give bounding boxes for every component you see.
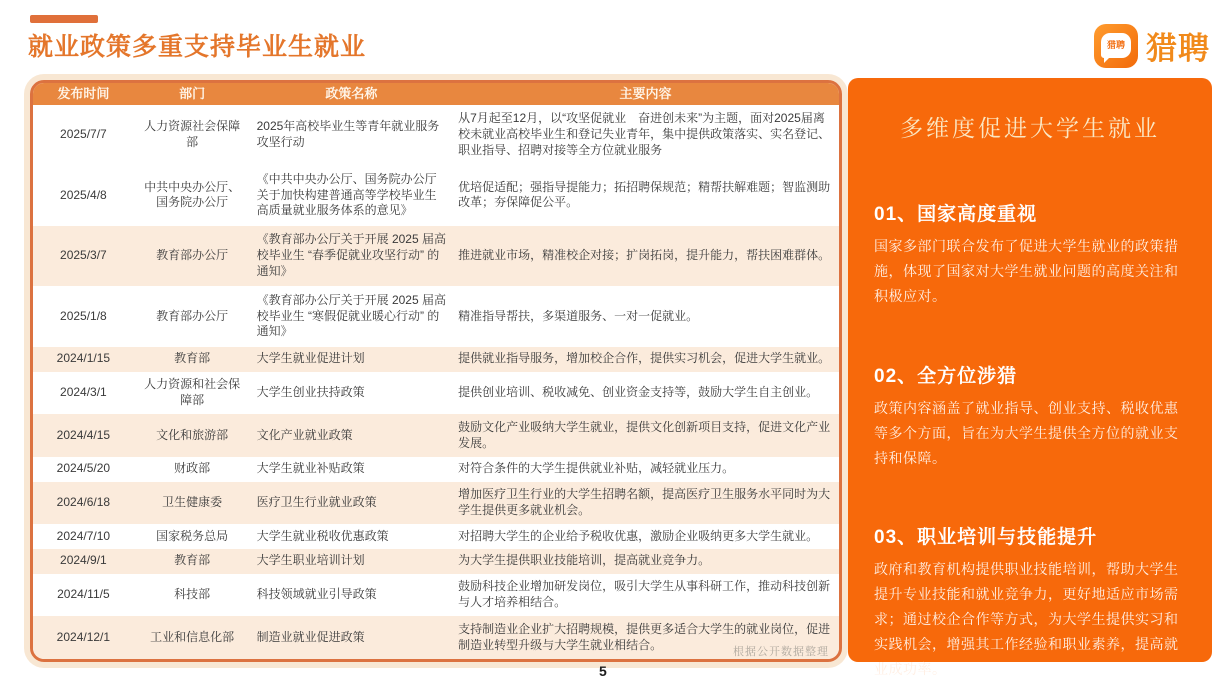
section-01-heading: 01、国家高度重视 xyxy=(874,204,1038,225)
header-cell-policy: 政策名称 xyxy=(251,83,453,105)
cell-policy: 大学生就业促进计划 xyxy=(256,351,365,366)
cell-date: 2024/11/5 xyxy=(57,587,110,602)
cell-policy: 医疗卫生行业就业政策 xyxy=(256,494,377,509)
cell-content: 鼓励科技企业增加研发岗位，吸引大学生从事科研工作，推动科技创新与人才培养相结合。 xyxy=(458,579,831,609)
section-02-heading: 02、全方位涉猎 xyxy=(874,365,1018,387)
cell-dept: 人力资源社会保障部 xyxy=(144,119,241,149)
table-row xyxy=(33,457,839,482)
cell-content: 为大学生提供职业技能培训，提高就业竞争力。 xyxy=(458,553,711,568)
table-row xyxy=(33,226,839,287)
header-cell-content: 主要内容 xyxy=(452,83,839,105)
cell-date: 2024/4/15 xyxy=(56,427,111,442)
header-cell-date: 发布时间 xyxy=(33,83,134,105)
page-number: 5 xyxy=(599,663,607,679)
cell-date: 2025/1/8 xyxy=(60,308,107,323)
cell-content: 推进就业市场，精准校企对接；扩岗拓岗，提升能力，帮扶困难群体。 xyxy=(458,248,831,263)
cell-dept: 教育部 xyxy=(174,553,211,568)
section-02-body: 政策内容涵盖了就业指导、创业支持、税收优惠等多个方面，旨在为大学生提供全方位的就业支持和保障。 xyxy=(874,399,1179,466)
page-title: 就业政策多重支持毕业生就业 xyxy=(28,33,367,61)
section-03-body: 政府和教育机构提供职业技能培训，帮助大学生提升专业技能和就业竞争力，更好地适应市场需求；通过校企合作等方式，为大学生提供实习和实践机会，增强其工作经验和职业素养，提高就业成功率。 xyxy=(874,561,1179,678)
cell-policy: 大学生创业扶持政策 xyxy=(256,384,365,399)
table-row xyxy=(33,616,839,659)
table-row xyxy=(33,482,839,525)
logo-icon-text: 猎聘 xyxy=(1106,40,1125,50)
cell-policy: 科技领域就业引导政策 xyxy=(256,587,377,602)
cell-content: 支持制造业企业扩大招聘规模，提供更多适合大学生的就业岗位，促进制造业转型升级与大学生就业相结合。 xyxy=(458,621,831,652)
cell-date: 2024/12/1 xyxy=(56,629,111,644)
table-row xyxy=(33,165,839,226)
table-row xyxy=(33,524,839,549)
cell-dept: 文化和旅游部 xyxy=(156,427,229,442)
policy-table xyxy=(33,83,839,659)
cell-date: 2024/6/18 xyxy=(56,494,111,509)
cell-dept: 工业和信息化部 xyxy=(150,629,235,644)
title-accent-bar xyxy=(30,15,98,23)
cell-date: 2024/7/10 xyxy=(56,528,111,543)
cell-policy: 《中共中央办公厅、国务院办公厅关于加快构建普通高等学校毕业生高质量就业服务体系的意见》 xyxy=(256,171,437,218)
cell-policy: 《教育部办公厅关于开展 2025 届高校毕业生 “寒假促就业暖心行动” 的通知》 xyxy=(256,292,446,339)
cell-date: 2024/1/15 xyxy=(56,351,111,366)
section-01-body: 国家多部门联合发布了促进大学生就业的政策措施，体现了国家对大学生就业问题的高度关注和积极应对。 xyxy=(874,238,1179,304)
table-row xyxy=(33,414,839,457)
chat-bubble-icon xyxy=(1101,33,1131,58)
panel-section-01 xyxy=(874,199,1186,309)
liepin-logo-icon xyxy=(1094,24,1138,68)
cell-content: 对符合条件的大学生提供就业补贴，减轻就业压力。 xyxy=(458,461,735,476)
cell-policy: 2025年高校毕业生等青年就业服务攻坚行动 xyxy=(256,119,440,149)
data-source-footnote: 根据公开数据整理 xyxy=(733,646,829,658)
cell-content: 提供就业指导服务，增加校企合作，提供实习机会，促进大学生就业。 xyxy=(458,351,831,366)
cell-dept: 财政部 xyxy=(174,461,211,476)
cell-date: 2024/5/20 xyxy=(56,461,111,476)
cell-policy: 文化产业就业政策 xyxy=(256,427,353,442)
cell-date: 2024/3/1 xyxy=(60,384,107,399)
cell-date: 2025/7/7 xyxy=(60,126,107,141)
table-row xyxy=(33,286,839,347)
logo-brand-text: 猎聘 xyxy=(1146,31,1210,66)
cell-dept: 教育部办公厅 xyxy=(156,308,229,323)
table-row xyxy=(33,549,839,574)
cell-dept: 人力资源和社会保障部 xyxy=(144,377,241,407)
table-row xyxy=(33,105,839,166)
cell-date: 2025/4/8 xyxy=(60,187,107,202)
section-03-heading: 03、职业培训与技能提升 xyxy=(874,527,1098,549)
panel-title: 多维度促进大学生就业 xyxy=(900,116,1160,142)
table-header-row xyxy=(33,83,839,105)
cell-dept: 卫生健康委 xyxy=(162,494,223,509)
table-row xyxy=(33,372,839,415)
cell-content: 增加医疗卫生行业的大学生招聘名额，提高医疗卫生服务水平同时为大学生提供更多就业机会。 xyxy=(458,487,831,517)
cell-content: 对招聘大学生的企业给予税收优惠，激励企业吸纳更多大学生就业。 xyxy=(458,528,819,543)
cell-content: 精准指导帮扶，多渠道服务、一对一促就业。 xyxy=(458,308,699,323)
table-row xyxy=(33,347,839,372)
cell-policy: 大学生职业培训计划 xyxy=(256,553,365,568)
cell-dept: 国家税务总局 xyxy=(156,528,229,543)
cell-content: 鼓励文化产业吸纳大学生就业，提供文化创新项目支持，促进文化产业发展。 xyxy=(458,419,831,450)
header-cell-dept: 部门 xyxy=(134,83,251,105)
cell-policy: 制造业就业促进政策 xyxy=(256,629,365,644)
cell-date: 2024/9/1 xyxy=(60,553,107,568)
cell-policy: 大学生就业补贴政策 xyxy=(256,461,365,476)
panel-section-03 xyxy=(874,522,1186,682)
info-panel xyxy=(848,78,1212,678)
cell-policy: 大学生就业税收优惠政策 xyxy=(256,528,389,543)
cell-dept: 中共中央办公厅、国务院办公厅 xyxy=(144,179,241,210)
cell-dept: 教育部办公厅 xyxy=(156,248,229,263)
cell-content: 从7月起至12月，以“攻坚促就业 奋进创未来”为主题，面对2025届离校未就业高校毕业生和登记失业青年，集中提供政策落实、实名登记、职业指导、招聘对接等全方位就业服务 xyxy=(458,111,831,157)
panel-section-02 xyxy=(874,361,1186,471)
cell-dept: 科技部 xyxy=(174,587,211,602)
cell-date: 2025/3/7 xyxy=(60,248,107,263)
policy-table-container xyxy=(30,80,842,662)
cell-content: 优培促适配；强指导提能力；拓招聘保规范；精帮扶解难题；智监测助改革；夯保障促公平。 xyxy=(458,179,831,210)
cell-policy: 《教育部办公厅关于开展 2025 届高校毕业生 “春季促就业攻坚行动” 的通知》 xyxy=(256,232,446,278)
cell-dept: 教育部 xyxy=(174,351,211,366)
brand-logo xyxy=(1094,23,1210,68)
cell-content: 提供创业培训、税收减免、创业资金支持等，鼓励大学生自主创业。 xyxy=(458,384,819,399)
table-row xyxy=(33,574,839,617)
